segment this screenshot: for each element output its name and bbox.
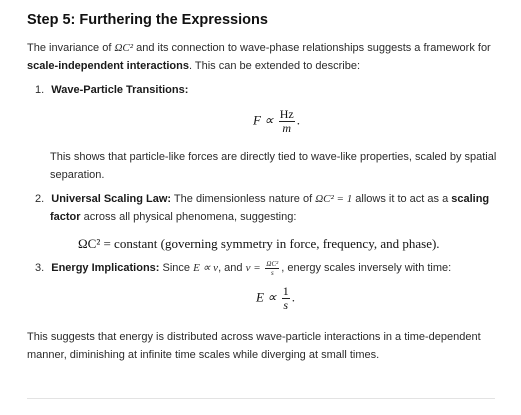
omega-c2-symbol: ΩC²: [114, 42, 134, 54]
item-2-text-1: The dimensionless nature of: [171, 193, 316, 205]
item-3-text-3: , energy scales inversely with time:: [281, 262, 452, 274]
list-number-3: 3.: [35, 262, 45, 274]
item-2-title: Universal Scaling Law:: [51, 193, 172, 205]
equation-constant: ΩC² = constant (governing symmetry in force, frequency, and phase).: [78, 236, 440, 251]
intro-text-3: . This can be extended to describe:: [188, 60, 360, 72]
item-2-expr: ΩC² = 1: [315, 193, 353, 205]
item-1-desc-line2: separation.: [50, 169, 105, 181]
eq3-denominator: s: [283, 298, 289, 312]
item-3-frac-den: s: [270, 268, 274, 277]
scaling-term: scaling: [451, 193, 490, 205]
eq3-fraction: [282, 285, 290, 312]
bottom-divider: [27, 398, 495, 399]
intro-text-1: The invariance of: [27, 42, 115, 54]
conclusion-text-1: This suggests that energy is distributed across wave-particle interactions in a time-dependent: [27, 331, 481, 343]
eq3-tail: .: [291, 289, 295, 305]
eq3-numerator: 1: [282, 284, 289, 298]
item-1-description: [50, 147, 496, 167]
item-1-desc-line1: This shows that particle-like forces are directly tied to wave-like properties, scaled by spatial: [50, 151, 497, 163]
item-3-frac-num: ΩC²: [266, 259, 279, 268]
eq1-tail: .: [296, 112, 300, 128]
eq1-fraction: [279, 108, 295, 135]
scale-independent-term: scale-independent interactions: [27, 60, 189, 72]
conclusion-text-2: manner, diminishing at infinite time scales while diverging at small times.: [27, 349, 380, 361]
list-item-2: [35, 189, 489, 209]
list-item-3: [35, 258, 451, 278]
conclusion-line-2: [27, 345, 379, 365]
intro-paragraph: [27, 38, 497, 72]
factor-term: factor: [50, 211, 81, 223]
equation-force-proportional: [253, 108, 300, 135]
eq1-numerator: Hz: [279, 107, 294, 121]
item-2-text-2: allows it to act as a: [352, 193, 452, 205]
item-3-title: Energy Implications:: [51, 262, 160, 274]
list-number-2: 2.: [35, 193, 45, 205]
section-heading: Step 5: Furthering the Expressions: [27, 12, 268, 28]
eq1-denominator: m: [282, 121, 292, 135]
item-1-title: Wave-Particle Transitions:: [51, 84, 189, 96]
list-number-1: 1.: [35, 84, 45, 96]
list-item-2-line2: [50, 207, 296, 227]
item-3-expr-2: ν =: [245, 262, 264, 274]
intro-text-2: and its connection to wave-phase relationships suggests a framework for: [133, 42, 491, 54]
item-2-text-3: across all physical phenomena, suggesting:: [80, 211, 297, 223]
item-1-description-line2: [50, 165, 104, 185]
item-3-expr-1: E ∝ ν: [193, 262, 219, 274]
list-item-1: [35, 80, 188, 100]
item-3-text-1: Since: [159, 262, 194, 274]
eq3-lhs: E ∝: [256, 289, 280, 305]
equation-energy-inverse: [256, 285, 295, 312]
conclusion-line-1: [27, 327, 481, 347]
item-3-text-2: , and: [218, 262, 246, 274]
item-3-inline-fraction: [265, 260, 279, 277]
eq1-lhs: F ∝: [253, 112, 277, 128]
